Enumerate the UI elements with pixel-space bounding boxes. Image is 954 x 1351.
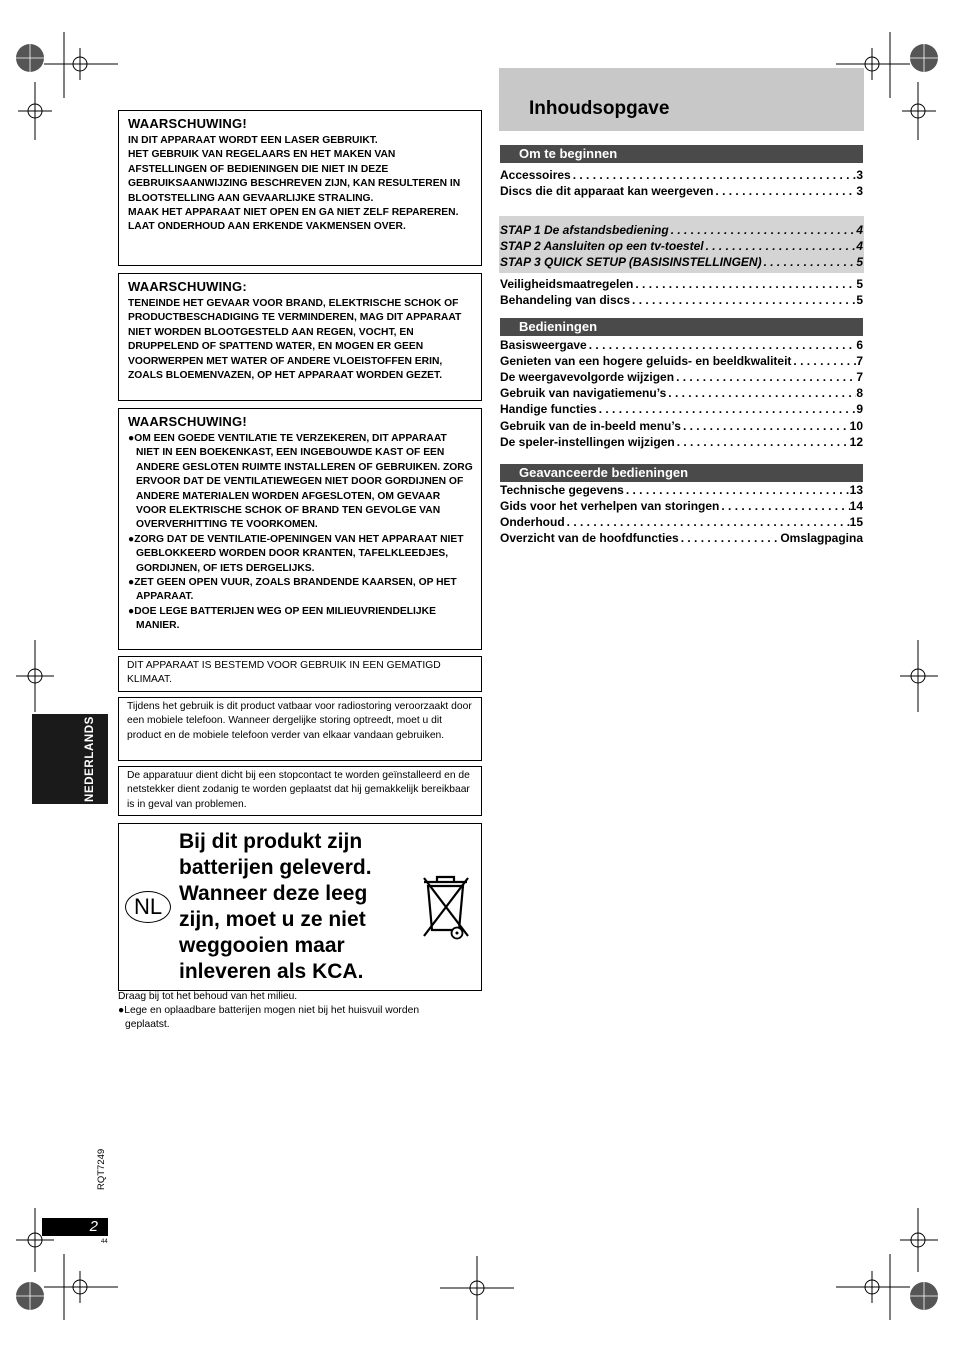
toc-entry[interactable]: Gids voor het verhelpen van storingen . . . 14 [500, 498, 863, 514]
warning-bullet: ●OM EEN GOEDE VENTILATIE TE VERZEKEREN, DIT APPARAAT NIET IN EEN BOEKENKAST, EEN INGEBOUWDE KAST OF EEN ANDERE GESLOTEN RUIMTE INSTALLEREN OF GEBRUIKEN. ZORG ERVOOR DAT DE VENTILATIEWEGEN NIET DOOR GORDIJNEN OF ANDERE MATERIALEN WORDEN AFGESLOTEN, OM GEVAAR VOOR ELEKTRISCHE SCHOK OF BRAND TEN GEVOLGE VAN OVERVERHITTING TE VOORKOMEN. [128, 433, 473, 531]
language-tab [32, 714, 108, 804]
warning-bullet: ●DOE LEGE BATTERIJEN WEG OP EEN MILIEUVRIENDELIJKE MANIER. [128, 605, 436, 632]
toc-entry[interactable]: Handige functies . . . 9 [500, 401, 863, 417]
warning-title: WAARSCHUWING! [128, 414, 247, 429]
warning-bullet: ●ZET GEEN OPEN VUUR, ZOALS BRANDENDE KAARSEN, OP HET APPARAAT. [128, 577, 457, 603]
toc-entry[interactable]: STAP 1 De afstandsbediening . . . 4 [500, 222, 863, 238]
toc-entry[interactable]: Gebruik van de in-beeld menu’s . . . 10 [500, 418, 863, 434]
doc-code: RQT7249 [96, 1148, 107, 1190]
toc-entry[interactable]: Genieten van een hogere geluids- en beeldkwaliteit . . . 7 [500, 353, 863, 369]
toc-entry[interactable]: STAP 2 Aansluiten op een tv-toestel . . . 4 [500, 238, 863, 254]
toc-entry[interactable]: Behandeling van discs . . . 5 [500, 292, 863, 308]
laser-warning-box [118, 110, 482, 266]
crossed-out-bin-icon [419, 872, 473, 942]
toc-entry[interactable]: Onderhoud . . . 15 [500, 514, 863, 530]
country-code-label: NL [133, 894, 163, 919]
phone-interference-notice [118, 697, 482, 761]
toc-entry[interactable]: Accessoires . . . 3 [500, 167, 863, 183]
toc-entry[interactable]: Veiligheidsmaatregelen . . . 5 [500, 276, 863, 292]
warning-title: WAARSCHUWING! [128, 116, 247, 131]
warning-text: TENEINDE HET GEVAAR VOOR BRAND, ELEKTRISCHE SCHOK OF PRODUCTBESCHADIGING TE VERMINDEREN, MAG DIT APPARAAT NIET WORDEN BLOOTGESTELD AAN REGEN, VOCHT, EN DRUPPELEND OF SPATTEND WATER, EN MOGEN ER GEEN VOORWERPEN MET WATER OF ANDERE VLOEISTOFFEN ERIN, ZOALS BLOEMENVAZEN, OP HET APPARAAT WORDEN GEZET. [128, 298, 462, 382]
toc-section-heading: Bedieningen [500, 318, 863, 336]
socket-notice [118, 766, 482, 816]
battery-footnote: ●Lege en oplaadbare batterijen mogen niet bij het huisvuil worden geplaatst. [118, 1005, 420, 1031]
toc-entry[interactable]: Basisweergave . . . 6 [500, 337, 863, 353]
warning-bullet: ●ZORG DAT DE VENTILATIE-OPENINGEN VAN HET APPARAAT NIET GEBLOKKEERD WORDEN DOOR KRANTEN, TAFELKLEEDJES, GORDIJNEN, OF IETS DERGELIJKS. [128, 533, 464, 574]
environment-footnote: Draag bij tot het behoud van het milieu. [118, 991, 298, 1002]
warning-title: WAARSCHUWING: [128, 279, 247, 294]
page-number: 2 [89, 1218, 98, 1235]
battery-text: Bij dit produkt zijn batterijen geleverd. Wanneer deze leeg zijn, moet u ze niet weggooien maar inleveren als KCA. [179, 830, 372, 983]
page-small-code: 44 [101, 1239, 108, 1245]
climate-notice-text: DIT APPARAAT IS BESTEMD VOOR GEBRUIK IN EEN GEMATIGD KLIMAAT. [127, 660, 441, 686]
toc-header [499, 68, 864, 131]
toc-section-heading: Om te beginnen [500, 145, 863, 163]
ventilation-warning-box [118, 408, 482, 650]
water-warning-box [118, 273, 482, 401]
socket-notice-text: De apparatuur dient dicht bij een stopcontact te worden geïnstalleerd en de netstekker dient zodanig te worden geplaatst dat hij gemakkelijk bereikbaar is in geval van problemen. [127, 770, 470, 810]
climate-notice [118, 656, 482, 692]
toc-entry[interactable]: De speler-instellingen wijzigen . . . 12 [500, 434, 863, 450]
toc-entry[interactable]: De weergavevolgorde wijzigen . . . 7 [500, 369, 863, 385]
toc-entry[interactable]: Gebruik van navigatiemenu’s . . . 8 [500, 385, 863, 401]
warning-text: HET GEBRUIK VAN REGELAARS EN HET MAKEN VAN AFSTELLINGEN OF BEDIENINGEN DIE NIET IN DEZE GEBRUIKSAANWIJZING BESCHREVEN ZIJN, KAN RESULTEREN IN BLOOTSTELLING AAN GEVAARLIJKE STRALING. [128, 149, 461, 204]
toc-entry[interactable]: Overzicht van de hoofdfuncties . . . Omslagpagina [500, 530, 863, 546]
language-tab-label: NEDERLANDS [84, 716, 96, 802]
country-code-badge [125, 891, 171, 923]
toc-entry[interactable]: Technische gegevens . . . 13 [500, 482, 863, 498]
warning-text: MAAK HET APPARAAT NIET OPEN EN GA NIET ZELF REPAREREN. LAAT ONDERHOUD AAN ERKENDE VAKMENSEN OVER. [128, 207, 459, 233]
page-number-tab [42, 1218, 108, 1236]
phone-notice-text: Tijdens het gebruik is dit product vatbaar voor radiostoring veroorzaakt door een mobiele telefoon. Wanneer dergelijke storing optreedt, moet u dit product en de mobiele telefoon verder van elkaar vandaan gebruiken. [127, 701, 472, 741]
toc-entry[interactable]: STAP 3 QUICK SETUP (BASISINSTELLINGEN) . . . 5 [500, 254, 863, 270]
warning-text: IN DIT APPARAAT WORDT EEN LASER GEBRUIKT. [128, 135, 378, 146]
toc-entry[interactable]: Discs die dit apparaat kan weergeven . . . 3 [500, 183, 863, 199]
toc-section-heading: Geavanceerde bedieningen [500, 464, 863, 482]
toc-title: Inhoudsopgave [529, 98, 670, 119]
battery-disposal-box [118, 823, 482, 991]
